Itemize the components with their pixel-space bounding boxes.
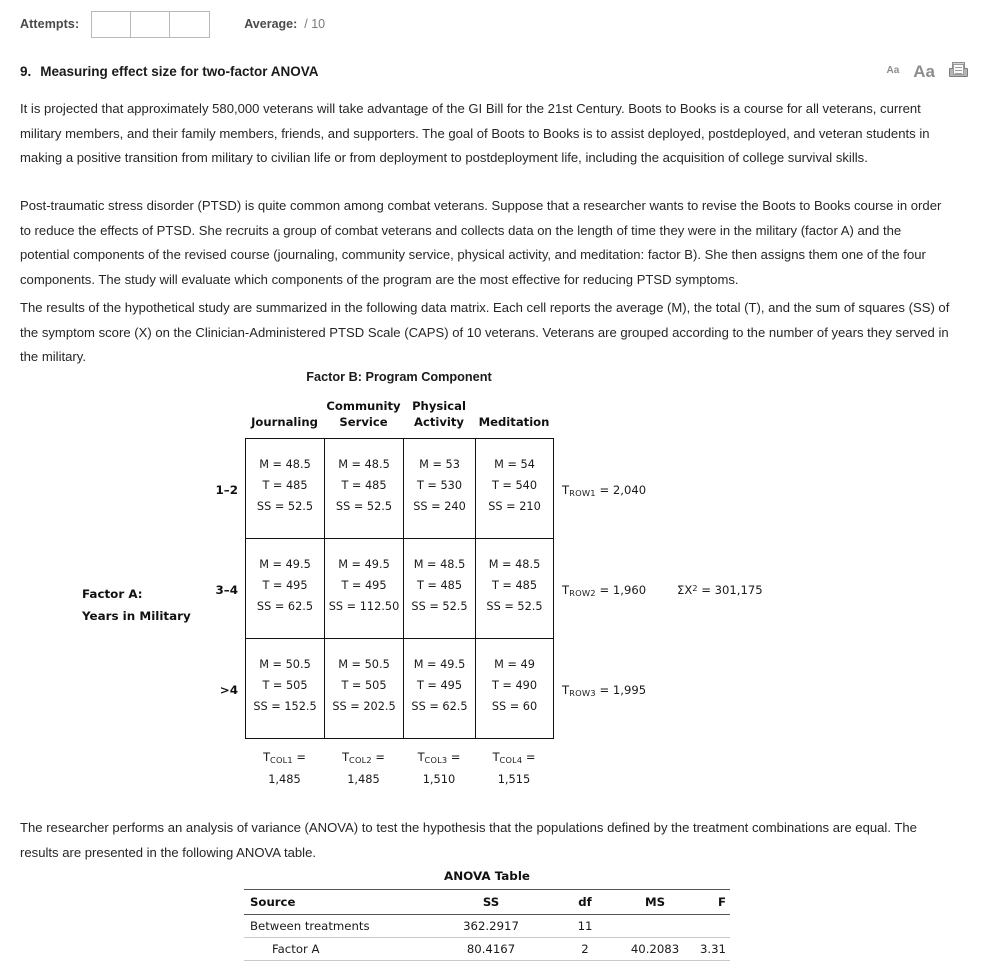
page-title: Measuring effect size for two-factor ANOVA <box>40 63 319 79</box>
column-total-value: 1,515 <box>497 772 531 786</box>
cell-mean: M = 48.5 <box>488 558 541 571</box>
anova-source-factor-a: Factor A <box>244 938 430 961</box>
cell-total: T = 485 <box>491 579 538 592</box>
matrix-column-header-meditation <box>475 414 553 432</box>
matrix-column-headers <box>245 398 553 432</box>
grand-sum-prefix: ΣX <box>677 583 693 597</box>
anova-header-row <box>244 890 730 915</box>
question-title-row <box>0 57 988 85</box>
anova-column-header-f: F <box>692 890 730 915</box>
average-label: Average: <box>244 17 298 31</box>
col-head-line2: Meditation <box>478 415 550 429</box>
cell-total: T = 495 <box>341 579 387 592</box>
column-total-label <box>403 747 475 769</box>
matrix-column-header-physical-activity <box>403 398 475 432</box>
attempts-label: Attempts: <box>20 17 80 31</box>
cell-mean: M = 54 <box>494 458 535 471</box>
column-total-equals: = <box>292 750 306 764</box>
row-total-prefix: T <box>562 683 570 697</box>
cell-total: T = 530 <box>416 479 463 492</box>
matrix-cell-r2c2 <box>325 539 404 639</box>
matrix-column-header-community-service <box>324 398 403 432</box>
table-row <box>246 639 554 739</box>
column-total-prefix: T <box>342 750 350 764</box>
cell-mean: M = 53 <box>419 458 460 471</box>
cell-ss: SS = 202.5 <box>332 700 396 713</box>
row-total-value: = 2,040 <box>595 483 647 497</box>
matrix-cell-r1c4 <box>476 439 554 539</box>
col-head-line1: Physical <box>412 399 466 413</box>
column-total-value: 1,485 <box>347 772 380 786</box>
cell-mean: M = 48.5 <box>259 458 311 471</box>
decrease-font-size-button[interactable]: Aa <box>886 65 900 76</box>
matrix-cell-r3c1 <box>246 639 325 739</box>
intro-paragraph-1: It is projected that approximately 580,000 veterans will take advantage of the GI Bill for the 21st Century. Boots to Books is a course for all veterans, current military members, and their family members, friends, and supporters. The goal of Boots to Books is to assist deployed, postdeployed, and veteran students in making a positive transition from military to civilian life or from deployment to postdeployment life, including the acquisition of college survival skills. <box>20 101 930 165</box>
col-head-line2: Service <box>339 415 388 429</box>
cell-mean: M = 50.5 <box>338 658 390 671</box>
cell-ss: SS = 52.5 <box>335 500 393 513</box>
cell-mean: M = 48.5 <box>413 558 466 571</box>
grand-sum-value: = 301,175 <box>697 583 763 597</box>
matrix-row-label-2: 3–4 <box>215 583 238 597</box>
row-total-value: = 1,995 <box>595 683 647 697</box>
attempt-box-2[interactable] <box>131 12 170 37</box>
grand-sum-of-squared-x <box>677 583 763 597</box>
factor-a-label <box>82 583 191 627</box>
cell-total: T = 495 <box>416 679 463 692</box>
matrix-cell-r2c4 <box>476 539 554 639</box>
column-total-4 <box>475 747 553 790</box>
printer-line-2 <box>955 70 962 71</box>
column-total-equals: = <box>447 750 461 764</box>
cell-total: T = 505 <box>341 679 387 692</box>
average-value: / 10 <box>304 17 326 31</box>
anova-column-header-ss: SS <box>430 890 552 915</box>
row-total-prefix: T <box>562 583 570 597</box>
row-total-3 <box>562 683 646 697</box>
matrix-cell-r2c3 <box>404 539 476 639</box>
factor-a-label-line2: Years in Military <box>82 609 191 623</box>
anova-df-value: 2 <box>552 938 618 961</box>
table-row <box>244 938 730 961</box>
cell-ss: SS = 62.5 <box>256 600 314 613</box>
cell-ss: SS = 62.5 <box>411 700 468 713</box>
cell-ss: SS = 52.5 <box>486 600 543 613</box>
table-row <box>246 539 554 639</box>
factor-b-title: Factor B: Program Component <box>306 370 492 384</box>
intro-paragraph-2: Post-traumatic stress disorder (PTSD) is quite common among combat veterans. Suppose that a researcher wants to revise the Boots to Books course in order to reduce the effects of PTSD. She recruits a group of combat veterans and collects data on the length of time they were in the military (factor A) and the potential components of the revised course (journaling, community service, physical activity, and meditation: factor B). She then assigns them one of the four components. The study will evaluate which components of the program are the most effective for reducing PTSD symptoms. <box>20 198 942 287</box>
column-total-subscript: COL1 <box>270 755 293 766</box>
table-row <box>246 439 554 539</box>
matrix-row-label-3: >4 <box>219 683 238 697</box>
column-total-3 <box>403 747 475 790</box>
column-total-prefix: T <box>263 750 271 764</box>
increase-font-size-button[interactable]: Aa <box>913 61 935 81</box>
column-total-value: 1,485 <box>268 772 301 786</box>
grand-sum-superscript: 2 <box>692 582 698 593</box>
matrix-column-totals <box>245 747 553 790</box>
cell-total: T = 540 <box>491 479 538 492</box>
cell-total: T = 485 <box>262 479 308 492</box>
question-number: 9. <box>20 63 32 79</box>
cell-ss: SS = 112.50 <box>328 600 400 613</box>
printer-line-3 <box>955 73 962 74</box>
anova-table <box>244 889 730 961</box>
column-total-prefix: T <box>492 750 500 764</box>
cell-mean: M = 48.5 <box>338 458 390 471</box>
column-total-1 <box>245 747 324 790</box>
anova-ms-value <box>618 915 692 938</box>
cell-ss: SS = 210 <box>488 500 541 513</box>
matrix-cell-r3c2 <box>325 639 404 739</box>
matrix-cell-r2c1 <box>246 539 325 639</box>
row-total-1 <box>562 483 646 497</box>
title-toolbar <box>886 62 968 80</box>
matrix-cell-r1c3 <box>404 439 476 539</box>
anova-column-header-source: Source <box>244 890 430 915</box>
column-total-equals: = <box>371 750 385 764</box>
row-total-prefix: T <box>562 483 570 497</box>
intro-paragraph-3: The results of the hypothetical study are summarized in the following data matrix. Each cell reports the average (M), the total (T), and the sum of squares (SS) of the symptom score (X) on the Clinician-Administered PTSD Scale (CAPS) of 10 veterans. Veterans are grouped according to the number of years they served in the military. <box>20 300 950 364</box>
column-total-label <box>324 747 403 769</box>
cell-ss: SS = 240 <box>413 500 466 513</box>
cell-ss: SS = 52.5 <box>256 500 314 513</box>
matrix-column-header-journaling <box>245 414 324 432</box>
column-total-subscript: COL2 <box>349 755 372 766</box>
cell-mean: M = 49.5 <box>259 558 311 571</box>
col-head-line2: Journaling <box>251 415 318 429</box>
column-total-prefix: T <box>417 750 425 764</box>
anova-intro-paragraph: The researcher performs an analysis of variance (ANOVA) to test the hypothesis that the populations defined by the treatment combinations are equal. The results are presented in the following ANOVA table. <box>20 820 917 860</box>
matrix-cell-r3c3 <box>404 639 476 739</box>
column-total-subscript: COL4 <box>499 755 523 766</box>
row-total-value: = 1,960 <box>595 583 647 597</box>
column-total-value: 1,510 <box>422 772 456 786</box>
anova-f-value: 3.31 <box>692 938 730 961</box>
row-total-2 <box>562 583 646 597</box>
col-head-line2: Activity <box>414 415 464 429</box>
cell-ss: SS = 152.5 <box>253 700 317 713</box>
row-total-subscript: ROW3 <box>569 688 596 699</box>
anova-ms-value: 40.2083 <box>618 938 692 961</box>
attempts-boxes <box>91 11 210 38</box>
data-matrix-table <box>245 438 554 739</box>
cell-mean: M = 50.5 <box>259 658 311 671</box>
column-total-label <box>475 747 553 769</box>
anova-column-header-ms: MS <box>618 890 692 915</box>
cell-mean: M = 49.5 <box>338 558 390 571</box>
row-total-subscript: ROW2 <box>569 588 596 599</box>
cell-ss: SS = 60 <box>491 700 538 713</box>
factor-a-label-line1: Factor A: <box>82 587 143 601</box>
anova-table-title: ANOVA Table <box>444 869 530 883</box>
anova-source-between-treatments: Between treatments <box>244 915 430 938</box>
col-head-line1: Community <box>326 399 401 413</box>
matrix-cell-r3c4 <box>476 639 554 739</box>
attempt-box-1[interactable] <box>92 12 131 37</box>
anova-table-block <box>244 869 730 961</box>
matrix-cell-r1c1 <box>246 439 325 539</box>
printer-icon[interactable] <box>949 62 968 80</box>
printer-line-1 <box>955 67 962 68</box>
row-total-subscript: ROW1 <box>569 488 596 499</box>
cell-total: T = 485 <box>416 579 463 592</box>
anova-ss-value: 362.2917 <box>430 915 552 938</box>
table-row <box>244 915 730 938</box>
cell-mean: M = 49 <box>494 658 535 671</box>
column-total-subscript: COL3 <box>424 755 448 766</box>
anova-df-value: 11 <box>552 915 618 938</box>
attempts-bar <box>0 0 988 48</box>
average-group <box>244 17 325 31</box>
matrix-cell-r1c2 <box>325 439 404 539</box>
matrix-row-label-1: 1–2 <box>215 483 238 497</box>
column-total-2 <box>324 747 403 790</box>
cell-total: T = 485 <box>341 479 387 492</box>
cell-total: T = 495 <box>262 579 308 592</box>
column-total-label <box>245 747 324 769</box>
attempt-box-3[interactable] <box>170 12 209 37</box>
cell-mean: M = 49.5 <box>413 658 466 671</box>
anova-ss-value: 80.4167 <box>430 938 552 961</box>
cell-ss: SS = 52.5 <box>411 600 468 613</box>
anova-f-value <box>692 915 730 938</box>
cell-total: T = 490 <box>491 679 538 692</box>
cell-total: T = 505 <box>262 679 308 692</box>
anova-column-header-df: df <box>552 890 618 915</box>
column-total-equals: = <box>522 750 536 764</box>
